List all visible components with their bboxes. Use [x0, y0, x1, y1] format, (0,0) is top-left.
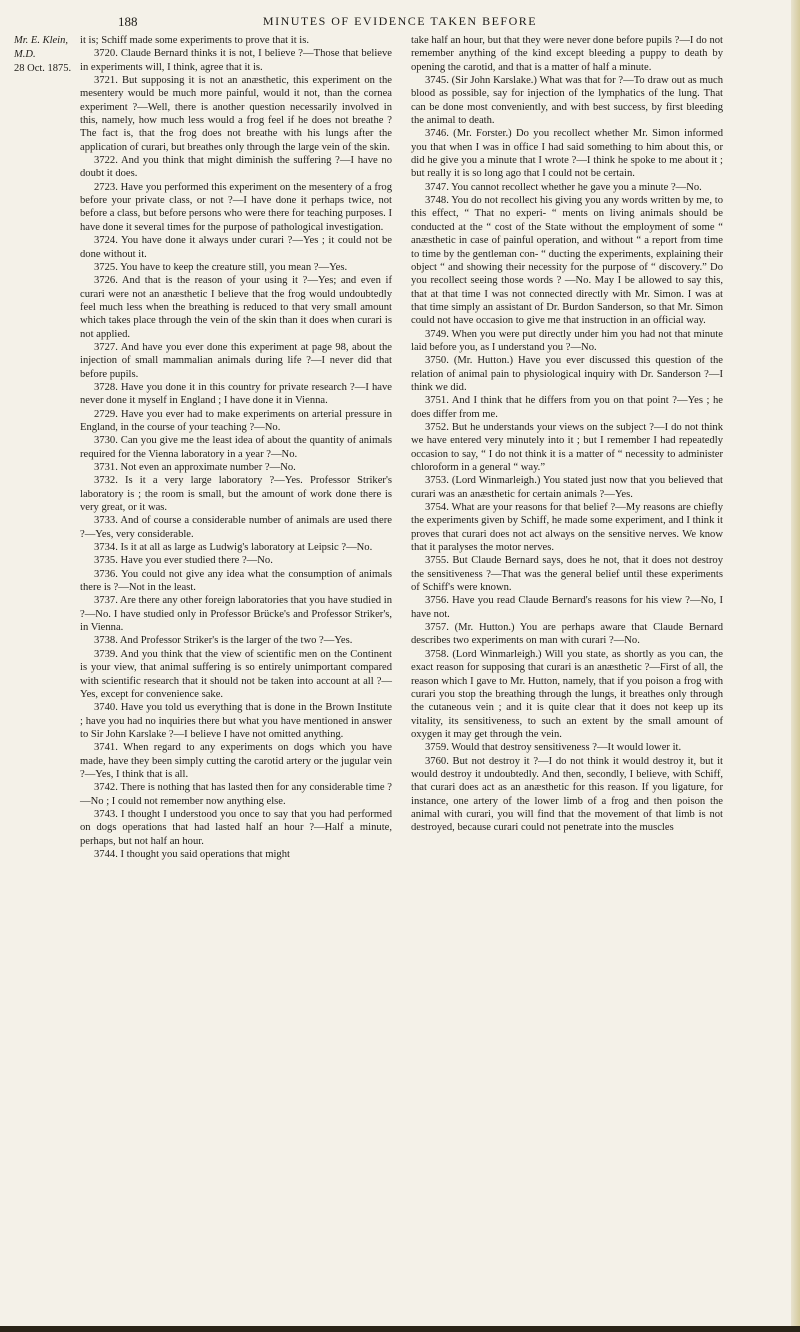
paragraph: 3745. (Sir John Karslake.) What was that for ?—To draw out as much blood as possible, say for injection of the lymphatics of the lung. That can be done most conveniently, and with best success, by first bleeding the animal to death. — [411, 75, 723, 127]
paragraph: 3727. And have you ever done this experiment at page 98, about the injection of small mammalian animals during life ?—I never did that before pupils. — [80, 341, 392, 380]
paragraph: take half an hour, but that they were never done before pupils ?—I do not remember anything of the kind except bleeding a puppy to death by opening the carotid, and that is a matter of half a minute. — [411, 35, 723, 73]
paragraph: 3743. I thought I understood you once to say that you had performed on dogs operations that had lasted half an hour ?—Half a minute, perhaps, but not half an hour. — [80, 808, 392, 847]
paragraph: 3749. When you were put directly under him you had not that minute laid before you, as I understand you ?—No. — [411, 328, 723, 353]
paragraph: 3730. Can you give me the least idea of about the quantity of animals required for the Vienna laboratory in a year ?—No. — [80, 435, 392, 460]
paragraph: 3722. And you think that might diminish the suffering ?—I have no doubt it does. — [80, 155, 392, 180]
paragraph: 3737. Are there any other foreign laboratories that you have studied in ?—No. I have studied only in Professor Brücke's and Professor Striker's, in Vienna. — [80, 595, 392, 634]
page-header — [0, 10, 800, 32]
paragraph: 3734. Is it at all as large as Ludwig's laboratory at Leipsic ?—No. — [94, 542, 373, 554]
paragraph: 3731. Not even an approximate number ?—No. — [94, 462, 296, 473]
paragraph: it is; Schiff made some experiments to prove that it is. — [80, 35, 310, 46]
paragraph: 3754. What are your reasons for that belief ?—My reasons are chiefly the experiments given by Schiff, he made some experiment, and I think it proves that curari does not act always on the sensitive nerves. We know that it paralyses the motor nerves. — [411, 502, 723, 554]
paragraph: 3741. When regard to any experiments on dogs which you have made, have they been simply cutting the carotid artery or the jugular vein ?—Yes, I think that is all. — [80, 742, 392, 780]
paragraph: 2729. Have you ever had to make experiments on arterial pressure in England, in the course of your teaching ?—No. — [80, 408, 392, 433]
paragraph: 3758. (Lord Winmarleigh.) Will you state, as shortly as you can, the exact reason for supposing that curari is an anæsthetic ?—First of all, the reason which I gave to Mr. Hutton, namely, that if you poison a frog with curari you stop the breathing through the lungs, it breathes only through the cutaneous vein ; and it is quite clear that it does not keep up its vitality, its sensitiveness, to such an extent by the small amount of oxygen it may get through the vein. — [411, 648, 723, 740]
page-number: 188 — [118, 14, 138, 29]
paragraph: 3725. You have to keep the creature still, you mean ?—Yes. — [94, 261, 348, 273]
bottom-rule — [0, 1326, 800, 1332]
paragraph: 3724. You have done it always under curari ?—Yes ; it could not be done without it. — [80, 235, 392, 260]
paragraph: 3759. Would that destroy sensitiveness ?—It would lower it. — [425, 742, 682, 754]
running-head: MINUTES OF EVIDENCE TAKEN BEFORE — [262, 14, 538, 28]
paragraph: 3747. You cannot recollect whether he gave you a minute ?—No. — [425, 181, 702, 193]
paragraph: 3744. I thought you said operations that might — [94, 848, 290, 860]
paragraph: 3756. Have you read Claude Bernard's reasons for his view ?—No, I have not. — [411, 595, 723, 620]
paragraph: 3751. And I think that he differs from you on that point ?—Yes ; he does differ from me. — [411, 395, 723, 420]
page-edge — [791, 0, 800, 1332]
margin-note — [14, 34, 76, 76]
paragraph: 3733. And of course a considerable number of animals are used there ?—Yes, very considerable. — [80, 515, 392, 540]
paragraph: 3721. But supposing it is not an anæsthetic, this experiment on the mesentery would be much more painful, would it not, than the cornea experiment ?—Well, there is another question necessarily involved in this, namely, how much less would a frog feel if he does not breathe ? The fact is, that the frog does not breathe with his lungs after the application of curari, but breathes only through the large vein of the skin. — [80, 75, 392, 153]
paragraph: 3757. (Mr. Hutton.) You are perhaps aware that Claude Bernard describes two experiments on man with curari ?—No. — [411, 622, 723, 647]
paragraph: 3750. (Mr. Hutton.) Have you ever discussed this question of the relation of animal pain to physiological inquiry with Dr. Sanderson ?—I think we did. — [411, 355, 723, 393]
paragraph: 3735. Have you ever studied there ?—No. — [94, 555, 273, 567]
paragraph: 3720. Claude Bernard thinks it is not, I believe ?—Those that believe in experiments will, I think, agree that it is. — [80, 48, 392, 73]
paragraph: 3742. There is nothing that has lasted then for any considerable time ?—No ; I could not remember now anything else. — [80, 782, 392, 807]
paragraph: 2723. Have you performed this experiment on the mesentery of a frog before your private class, or not ?—I have done it perhaps twice, not before a class, but before persons who were there for teaching purposes. I have done it several times for the purpose of pathological investigation. — [80, 181, 392, 233]
paragraph: 3746. (Mr. Forster.) Do you recollect whether Mr. Simon informed you that when I was in office I had said something to him about this, or did he give you a minute that I wrote ?—I think he spoke to me about it ; but really it is so long ago that I could not be certain. — [411, 128, 723, 180]
paragraph: 3726. And that is the reason of your using it ?—Yes; and even if curari were not an anæsthetic I believe that the frog would undoubtedly feel much less when the breathing is reduced to that very small amount which takes place through the vein of the skin than it does when curari is not applied. — [80, 275, 392, 340]
paragraph: 3760. But not destroy it ?—I do not think it would destroy it, but it would destroy it undoubtedly. And then, secondly, I believe, with Schiff, that curari does act as an anæsthetic for this reason. If you ligature, for instance, one artery of the lower limb of a frog and then poison the animal with curari, you will find that the movement of that limb is not destroyed, because curari could not penetrate into the muscles — [411, 755, 723, 834]
paragraph: 3738. And Professor Striker's is the larger of the two ?—Yes. — [94, 635, 353, 647]
paragraph: 3755. But Claude Bernard says, does he not, that it does not destroy the sensitiveness ?—That was the general belief until these experiments of Schiff's were known. — [411, 555, 723, 594]
paragraph: 3753. (Lord Winmarleigh.) You stated just now that you believed that curari was an anæsthetic for certain animals ?—Yes. — [411, 475, 723, 500]
paragraph: 3739. And you think that the view of scientific men on the Continent is your view, that animal suffering is so entirely unimportant compared with scientific research that it should not be taken into account at all ?—Yes, except for convenience sake. — [80, 648, 392, 700]
paragraph: 3728. Have you done it in this country for private research ?—I have never done it myself in England ; I have done it in Vienna. — [80, 381, 392, 407]
paragraph: 3752. But he understands your views on the subject ?—I do not think we have entered very minutely into it ; but I remember I had repeatedly occasion to say, “ I do not think it is a matter of “ necessity to administer chloroform in a general “ way.” — [411, 421, 723, 473]
right-column — [411, 34, 723, 835]
left-column — [80, 34, 392, 861]
paragraph: 3732. Is it a very large laboratory ?—Yes. Professor Striker's laboratory is ; the room is small, but the amount of work done there is very great, or it was. — [80, 475, 392, 514]
margin-witness: Mr. E. Klein, M.D. — [14, 35, 68, 60]
paragraph: 3740. Have you told us everything that is done in the Brown Institute ; have you had no inquiries there but what you have mentioned in answer to Sir John Karslake ?—I believe I have not omitted anything. — [80, 702, 392, 740]
paragraph: 3736. You could not give any idea what the consumption of animals there is ?—Not in the least. — [80, 568, 392, 594]
margin-date: 28 Oct. 1875. — [14, 63, 72, 74]
paragraph: 3748. You do not recollect his giving you any words written by me, to this effect, “ That no experi- “ ments on living animals should be conducted at the “ cost of the State without the employment of some “ anæsthetic in case of painful operation, and without “ a report from time to time by the gentleman con- “ ducting the experiments, explaining their object “ and showing their necessity for the purpose of “ discovery.” Do you recollect seeing those words ? —No. May I be allowed to say this, that at that time I was not connected directly with Mr. Simon. I was at that time simply an assistant of Dr. Burdon Sanderson, so that Mr. Simon could not have occasion to give me that instruction in an official way. — [411, 195, 723, 327]
